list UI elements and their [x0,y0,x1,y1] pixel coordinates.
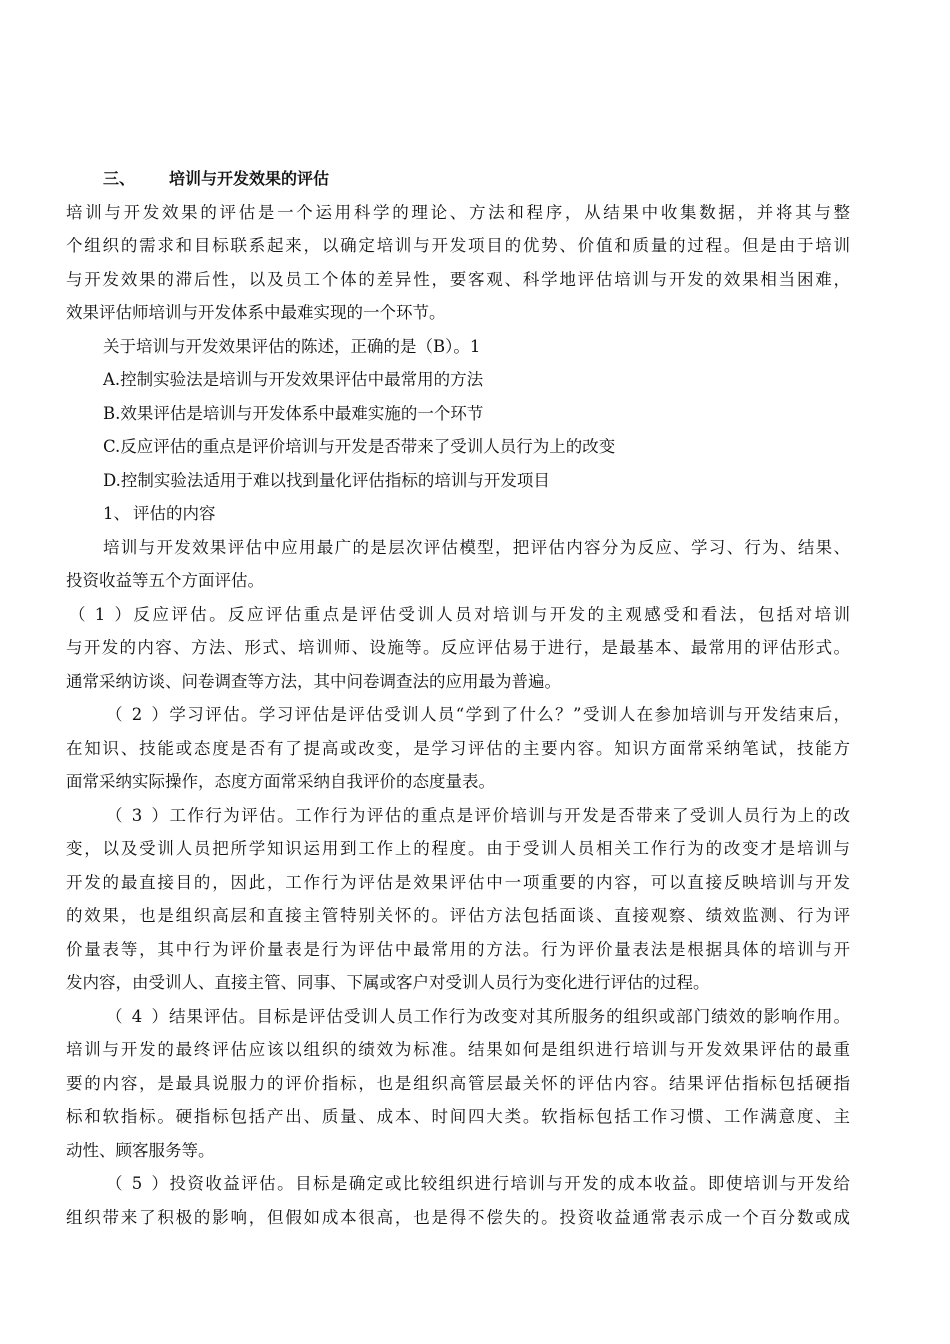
subsection-number: 1、 [103,504,130,523]
item-line: 开发的最直接目的，因此，工作行为评估是效果评估中一项重要的内容，可以直接反映培训与开发 [66,872,850,892]
item-line: 通常采纳访谈、问卷调查等方法，其中问卷调查法的应用最为普遍。 [66,671,561,691]
item-first-line [66,598,850,632]
item-line: 变，以及受训人员把所学知识运用到工作上的程度。由于受训人员相关工作行为的改变才是培训与 [66,839,850,858]
question-stem: 关于培训与开发效果评估的陈述，正确的是（B）。1 [103,336,481,356]
item-line: 标和软指标。硬指标包括产出、质量、成本、时间四大类。软指标包括工作习惯、工作满意度、主 [66,1107,850,1126]
item-line: 动性、顾客服务等。 [66,1140,215,1160]
intro-line: 与开发效果的滞后性，以及员工个体的差异性，要客观、科学地评估培训与开发的效果相当困难， [66,269,850,289]
item-line: 组织带来了积极的影响，但假如成本很高，也是得不偿失的。投资收益通常表示成一个百分数或成 [66,1207,850,1227]
question-option: A.控制实验法是培训与开发效果评估中最常用的方法 [103,370,484,389]
evaluation-item [66,1167,850,1234]
item-number: （5） [106,1174,168,1193]
item-line: 面常采纳实际操作，态度方面常采纳自我评价的态度量表。 [66,772,495,791]
subsection-heading [66,497,850,531]
item-first-line [66,1167,850,1201]
item-number: （1） [69,604,131,624]
evaluation-item [66,799,850,1000]
question-option: C.反应评估的重点是评价培训与开发是否带来了受训人员行为上的改变 [103,437,616,456]
item-line: 与开发的内容、方法、形式、培训师、设施等。反应评估易于进行，是最基本、最常用的评估形式。 [66,638,850,657]
section-number: 三、 [103,169,136,188]
intro-line: 效果评估师培训与开发体系中最难实现的一个环节。 [66,303,446,322]
evaluation-item [66,598,850,699]
item-line: 在知识、技能或态度是否有了提高或改变，是学习评估的主要内容。知识方面常采纳笔试，技能方 [66,738,850,758]
overview-paragraph [66,531,850,598]
question-option: B.效果评估是培训与开发体系中最难实施的一个环节 [103,403,484,423]
document-body [66,162,850,1234]
item-text: 结果评估。目标是评估受训人员工作行为改变对其所服务的组织或部门绩效的影响作用。 [168,1006,850,1026]
item-number: （3） [106,805,168,825]
item-text: 工作行为评估。工作行为评估的重点是评价培训与开发是否带来了受训人员行为上的改 [168,805,850,825]
item-line: 价量表等，其中行为评价量表是行为评估中最常用的方法。行为评价量表法是根据具体的培训与开 [66,939,850,959]
section-title: 培训与开发效果的评估 [169,169,330,188]
item-text: 反应评估。反应评估重点是评估受训人员对培训与开发的主观感受和看法，包括对培训 [131,604,850,624]
intro-line: 培训与开发效果的评估是一个运用科学的理论、方法和程序，从结果中收集数据，并将其与整 [66,202,850,222]
item-number: （2） [106,705,168,724]
evaluation-item [66,1000,850,1168]
item-text: 学习评估。学习评估是评估受训人员“学到了什么？”受训人在参加培训与开发结束后， [168,705,850,724]
subsection-title: 评估的内容 [133,504,216,523]
evaluation-item [66,698,850,799]
question-block [66,330,850,498]
item-text: 投资收益评估。目标是确定或比较组织进行培训与开发的成本收益。即使培训与开发给 [168,1174,850,1193]
item-line: 培训与开发的最终评估应该以组织的绩效为标准。结果如何是组织进行培训与开发效果评估的最重 [66,1040,850,1059]
overview-line: 培训与开发效果评估中应用最广的是层次评估模型，把评估内容分为反应、学习、行为、结果、 [103,537,850,557]
overview-line: 投资收益等五个方面评估。 [66,571,264,590]
item-first-line [66,698,850,732]
item-line: 要的内容，是最具说服力的评价指标，也是组织高管层最关怀的评估内容。结果评估指标包括硬指 [66,1073,850,1093]
intro-paragraph [66,196,850,330]
intro-line: 个组织的需求和目标联系起来，以确定培训与开发项目的优势、价值和质量的过程。但是由于培训 [66,236,850,255]
item-line: 发内容，由受训人、直接主管、同事、下属或客户对受训人员行为变化进行评估的过程。 [66,973,710,992]
item-number: （4） [106,1006,168,1026]
section-heading [66,162,850,196]
question-option: D.控制实验法适用于难以找到量化评估指标的培训与开发项目 [103,470,550,490]
item-line: 的效果，也是组织高层和直接主管特别关怀的。评估方法包括面谈、直接观察、绩效监测、行为评 [66,906,850,925]
item-first-line [66,799,850,833]
item-first-line [66,1000,850,1034]
